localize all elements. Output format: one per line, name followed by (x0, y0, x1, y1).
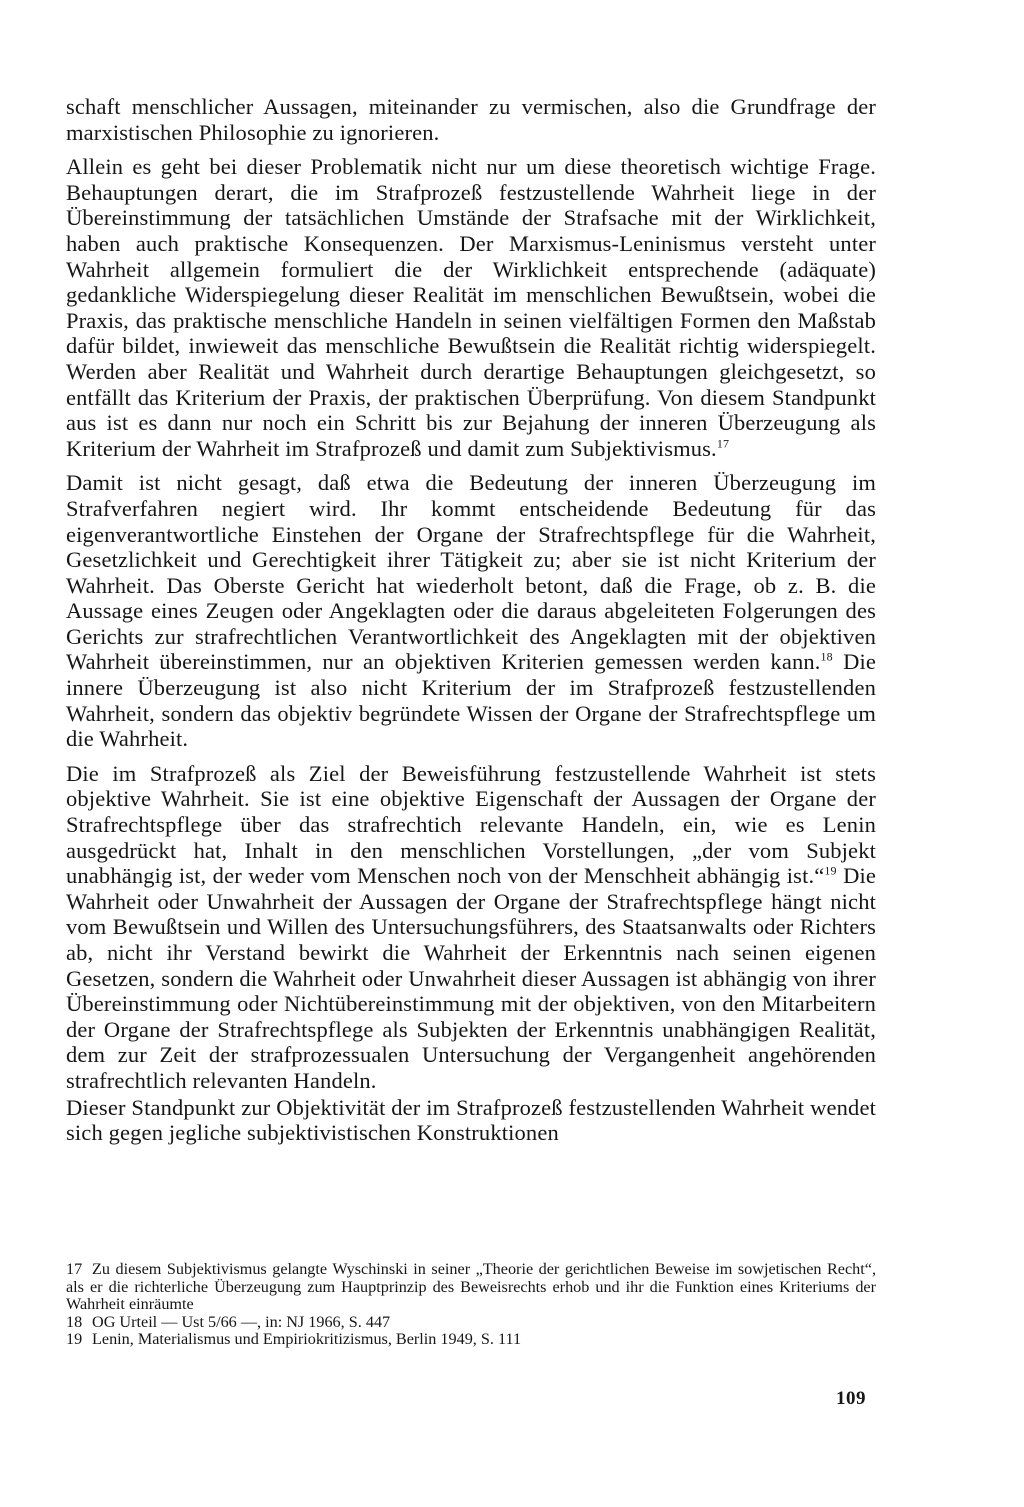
footnotes (66, 1261, 876, 1349)
paragraph-2-text: Allein es geht bei dieser Problematik nicht nur um diese theoretisch wichtige Frage. Behauptungen derart, die im Strafprozeß festzustellende Wahrheit liege in der Übereinstimmung der tatsächlichen Umstände der Strafsache mit der Wirklichkeit, haben auch praktische Konsequenzen. Der Marxismus-Leninismus versteht unter Wahrheit allgemein formuliert die der Wirklichkeit entsprechende (adäquate) gedankliche Widerspiegelung dieser Realität im menschlichen Bewußtsein, wobei die Praxis, das praktische menschliche Handeln in seinen vielfältigen Formen den Maßstab dafür bildet, inwieweit das menschliche Bewußtsein die Realität richtig widerspiegelt. Werden aber Realität und Wahrheit durch derartige Behauptungen gleichgesetzt, so entfällt das Kriterium der Praxis, der praktischen Überprüfung. Von diesem Standpunkt aus ist es dann nur noch ein Schritt bis zur Bejahung der inneren Überzeugung als Kriterium der Wahrheit im Strafprozeß und damit zum Subjektivismus. (66, 154, 876, 461)
footnote-text: OG Urteil — Ust 5/66 —, in: NJ 1966, S. 447 (92, 1312, 391, 1331)
paragraph-3 (66, 470, 876, 752)
paragraph-1-text: schaft menschlicher Aussagen, miteinander zu vermischen, also die Grundfrage der marxistischen Philosophie zu ignorieren. (66, 94, 876, 145)
footnote-number: 18 (66, 1312, 83, 1331)
paragraph-2 (66, 154, 876, 461)
paragraph-4 (66, 761, 876, 1094)
footnote-ref-18[interactable]: 18 (820, 649, 833, 664)
footnote-text: Zu diesem Subjektivismus gelangte Wyschinski in seiner „Theorie der gerichtlichen Beweise im sowjetischen Recht“, als er die richterliche Überzeugung zum Hauptprinzip des Beweisrechts erhob und ihr die Funktion eines Kriteriums der Wahrheit einräumte (66, 1260, 876, 1313)
footnote-19 (66, 1331, 876, 1349)
paragraph-5-text: Dieser Standpunkt zur Objektivität der im Strafprozeß festzustellenden Wahrheit wendet sich gegen jegliche subjektivistischen Konstruktionen (66, 1094, 876, 1146)
footnote-17 (66, 1261, 876, 1314)
paragraph-5 (66, 1095, 876, 1146)
paragraph-3-text-a: Damit ist nicht gesagt, daß etwa die Bedeutung der inneren Überzeugung im Strafverfahren negiert wird. Ihr kommt entscheidende Bedeutung für das eigenverantwortliche Einstehen der Organe der Strafrechtspflege für die Wahrheit, Gesetzlichkeit und Gerechtigkeit ihrer Tätigkeit zu; aber sie ist nicht Kriterium der Wahrheit. Das Oberste Gericht hat wiederholt betont, daß die Frage, ob z. B. die Aussage eines Zeugen oder Angeklagten oder die daraus abgeleiteten Folgerungen des Gerichts zur strafrechtlichen Verantwortlichkeit des Angeklagten mit der objektiven Wahrheit übereinstimmen, nur an objektiven Kriterien gemessen werden kann. (66, 470, 876, 675)
footnote-text: Lenin, Materialismus und Empiriokritizismus, Berlin 1949, S. 111 (92, 1330, 522, 1348)
paragraph-4-text-b: Die Wahrheit oder Unwahrheit der Aussagen der Organe der Strafrechtspflege hängt nicht vom Bewußtsein und Willen des Untersuchungsführers, des Staatsanwalts oder Richters ab, nicht ihr Verstand bewirkt die Wahrheit der Erkenntnis nach seinen eigenen Gesetzen, sondern die Wahrheit oder Unwahrheit dieser Aussagen ist abhängig von ihrer Übereinstimmung oder Nichtübereinstimmung mit der objektiven, von den Mitarbeitern der Organe der Strafrechtspflege als Subjekten der Erkenntnis unabhängigen Realität, dem zur Zeit der strafprozessualen Untersuchung der Vergangenheit angehörenden strafrechtlich relevanten Handeln. (66, 863, 876, 1093)
footnote-18 (66, 1314, 876, 1332)
footnote-number: 17 (66, 1260, 83, 1278)
paragraph-3-text-b: Die innere Überzeugung ist also nicht Kriterium der im Strafprozeß festzustellenden Wahrheit, sondern das objektiv begründete Wissen der Organe der Strafrechtspflege um die Wahrheit. (66, 649, 876, 752)
paragraph-1 (66, 94, 876, 145)
footnote-number: 19 (66, 1330, 83, 1348)
footnote-ref-17[interactable]: 17 (716, 436, 730, 451)
page-number: 109 (836, 1388, 866, 1409)
page-body (66, 94, 876, 1146)
paragraph-4-text-a: Die im Strafprozeß als Ziel der Beweisführung festzustellende Wahrheit ist stets objektive Wahrheit. Sie ist eine objektive Eigenschaft der Aussagen der Organe der Strafrechtspflege über das strafrechtich relevante Handeln, ein, wie es Lenin ausgedrückt hat, Inhalt in den menschlichen Vorstellungen, „der vom Subjekt unabhängig ist, der weder vom Menschen noch von der Menschheit abhängig ist.“ (66, 760, 876, 889)
footnote-ref-19[interactable]: 19 (824, 863, 837, 878)
